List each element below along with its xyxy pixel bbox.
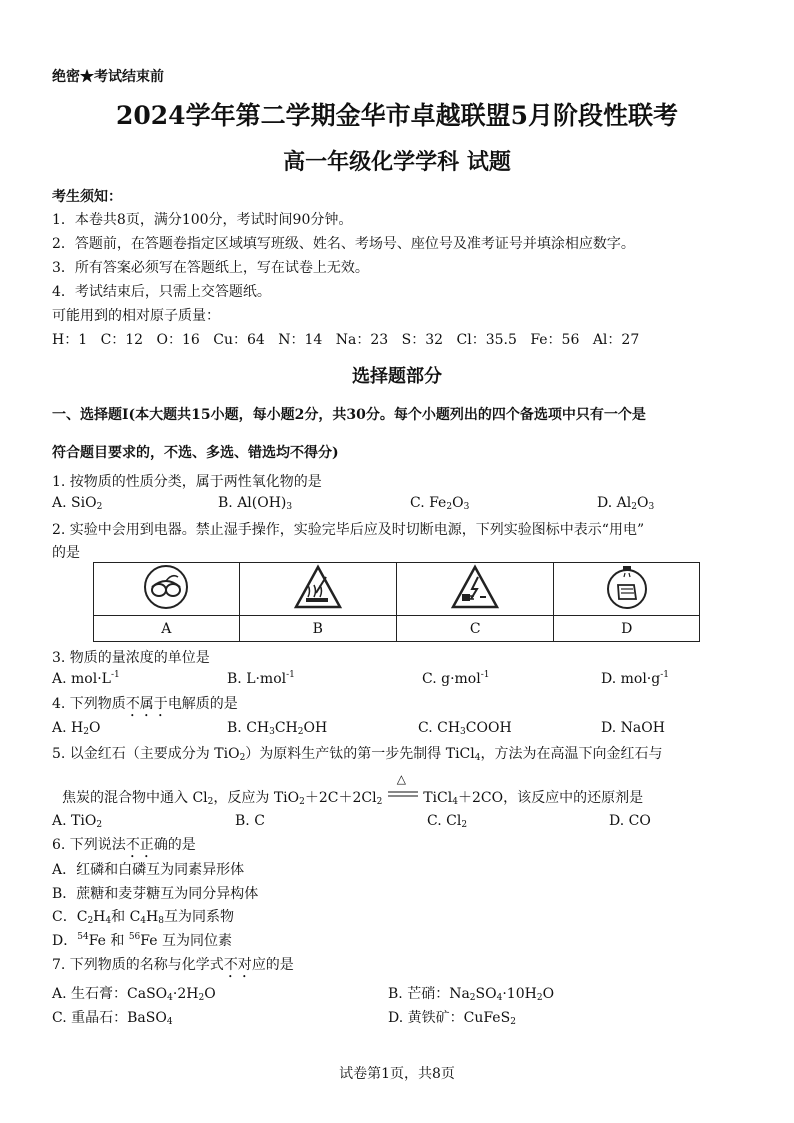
question-7-stem: 7. 下列物质的名称与化学式不对应的是 <box>52 957 294 973</box>
question-1-stem: 1. 按物质的性质分类，属于两性氧化物的是 <box>52 474 322 490</box>
mass-label: 可能用到的相对原子质量： <box>52 308 220 324</box>
q2-icon-table <box>93 562 700 642</box>
q7-option-b: B. 芒硝：$Na_2SO_4\cdot 10H_2O$ <box>388 986 555 1003</box>
q6-option-d: D．$^{54}$Fe 和 $^{56}$Fe 互为同位素 <box>52 932 232 949</box>
notice-heading: 考生须知： <box>52 189 122 205</box>
question-2-stem: 2. 实验中会用到电器。禁止湿手操作，实验完毕后应及时切断电源，下列实验图标中表示“用电” <box>52 522 645 538</box>
q5-option-b: B. C <box>235 813 265 829</box>
q3-option-c: C. g·mol$^{-1}$ <box>422 670 490 687</box>
q4-option-b: B. $CH_3CH_2OH$ <box>227 720 328 737</box>
q2-cell-d <box>554 563 700 616</box>
notice-item: 3．所有答案必须写在答题纸上，写在试卷上无效。 <box>52 260 369 276</box>
q6-option-c: C．$C_2H_4$和 $C_4H_8$互为同系物 <box>52 909 234 926</box>
notice-item: 4．考试结束后，只需上交答题纸。 <box>52 284 271 300</box>
confidential-label: 绝密★考试结束前 <box>52 69 164 85</box>
q1-option-b: B. $Al(OH)_3$ <box>218 495 293 512</box>
atomic-masses: H：1 C：12 O：16 Cu：64 N：14 Na：23 S：32 Cl：35.5 Fe：56 Al：27 <box>52 332 640 348</box>
hot-surface-icon <box>292 563 344 611</box>
q2-label-c: C <box>396 616 553 642</box>
q4-option-a: A. $H_2O$ <box>52 720 101 737</box>
q2-label-b: B <box>239 616 396 642</box>
question-6-stem: 6. 下列说法不正确的是 <box>52 837 196 853</box>
exam-title: 2024学年第二学期金华市卓越联盟5月阶段性联考 <box>116 101 678 130</box>
question-5-stem: 5. 以金红石（主要成分为 TiO$_2$）为原料生产钛的第一步先制得 TiCl$_4$，方法为在高温下向金红石与 <box>52 746 663 763</box>
section-instruction: 符合题目要求的，不选、多选、错选均不得分) <box>52 445 339 461</box>
q4-option-c: C. $CH_3COOH$ <box>418 720 512 737</box>
reaction-condition <box>387 772 419 802</box>
section-title: 选择题部分 <box>352 366 442 387</box>
q1-option-a: A. SiO$_2$ <box>52 495 103 512</box>
q5-option-c: C. $Cl_2$ <box>427 813 468 830</box>
exam-subtitle: 高一年级化学学科 试题 <box>283 149 511 175</box>
q6-option-a: A．红磷和白磷互为同素异形体 <box>52 862 245 878</box>
question-4-stem: 4. 下列物质不属于电解质的是 <box>52 696 238 712</box>
wash-hands-icon <box>603 563 651 611</box>
q2-label-a: A <box>94 616 240 642</box>
q3-option-b: B. L·mol$^{-1}$ <box>227 670 295 687</box>
notice-item: 2．答题前，在答题卷指定区域填写班级、姓名、考场号、座位号及准考证号并填涂相应数字。 <box>52 236 635 252</box>
q6-option-b: B．蔗糖和麦芽糖互为同分异构体 <box>52 886 259 902</box>
q2-cell-a <box>94 563 240 616</box>
page-footer: 试卷第1页，共8页 <box>339 1066 455 1082</box>
q7-option-c: C. 重晶石：BaSO$_4$ <box>52 1010 173 1027</box>
q3-option-a: A. $mol\cdot L^{-1}$ <box>52 670 120 687</box>
q1-option-d: D. $Al_2O_3$ <box>597 495 655 512</box>
q2-cell-b <box>239 563 396 616</box>
section-instruction: 一、选择题Ⅰ(本大题共15小题，每小题2分，共30分。每个小题列出的四个备选项中只有一个是 <box>52 407 646 423</box>
q4-option-d: D. NaOH <box>601 720 665 736</box>
q5-option-d: D. CO <box>609 813 651 829</box>
notice-item: 1．本卷共8页，满分100分，考试时间90分钟。 <box>52 212 353 228</box>
q7-option-d: D. 黄铁矿：CuFeS$_2$ <box>388 1010 516 1027</box>
question-3-stem: 3. 物质的量浓度的单位是 <box>52 650 210 666</box>
q5-option-a: A. TiO$_2$ <box>52 813 103 830</box>
q2-cell-c <box>396 563 553 616</box>
goggles-icon <box>142 563 190 611</box>
q3-option-d: D. $mol\cdot g^{-1}$ <box>601 670 670 687</box>
q7-option-a: A. 生石膏：$CaSO_4\cdot 2H_2O$ <box>52 986 216 1003</box>
question-2-stem-cont: 的是 <box>52 545 80 561</box>
heat-symbol: △ <box>396 772 406 786</box>
q1-option-c: C. $Fe_2O_3$ <box>410 495 470 512</box>
q2-label-d: D <box>554 616 700 642</box>
electricity-icon <box>449 563 501 611</box>
question-5-reaction: 焦炭的混合物中通入 $Cl_2$，反应为 $TiO_2+2C+2Cl_2$ △ TiCl$_4$＋2CO，该反应中的还原剂是 <box>62 772 644 807</box>
equals-arrow-icon <box>387 791 419 799</box>
